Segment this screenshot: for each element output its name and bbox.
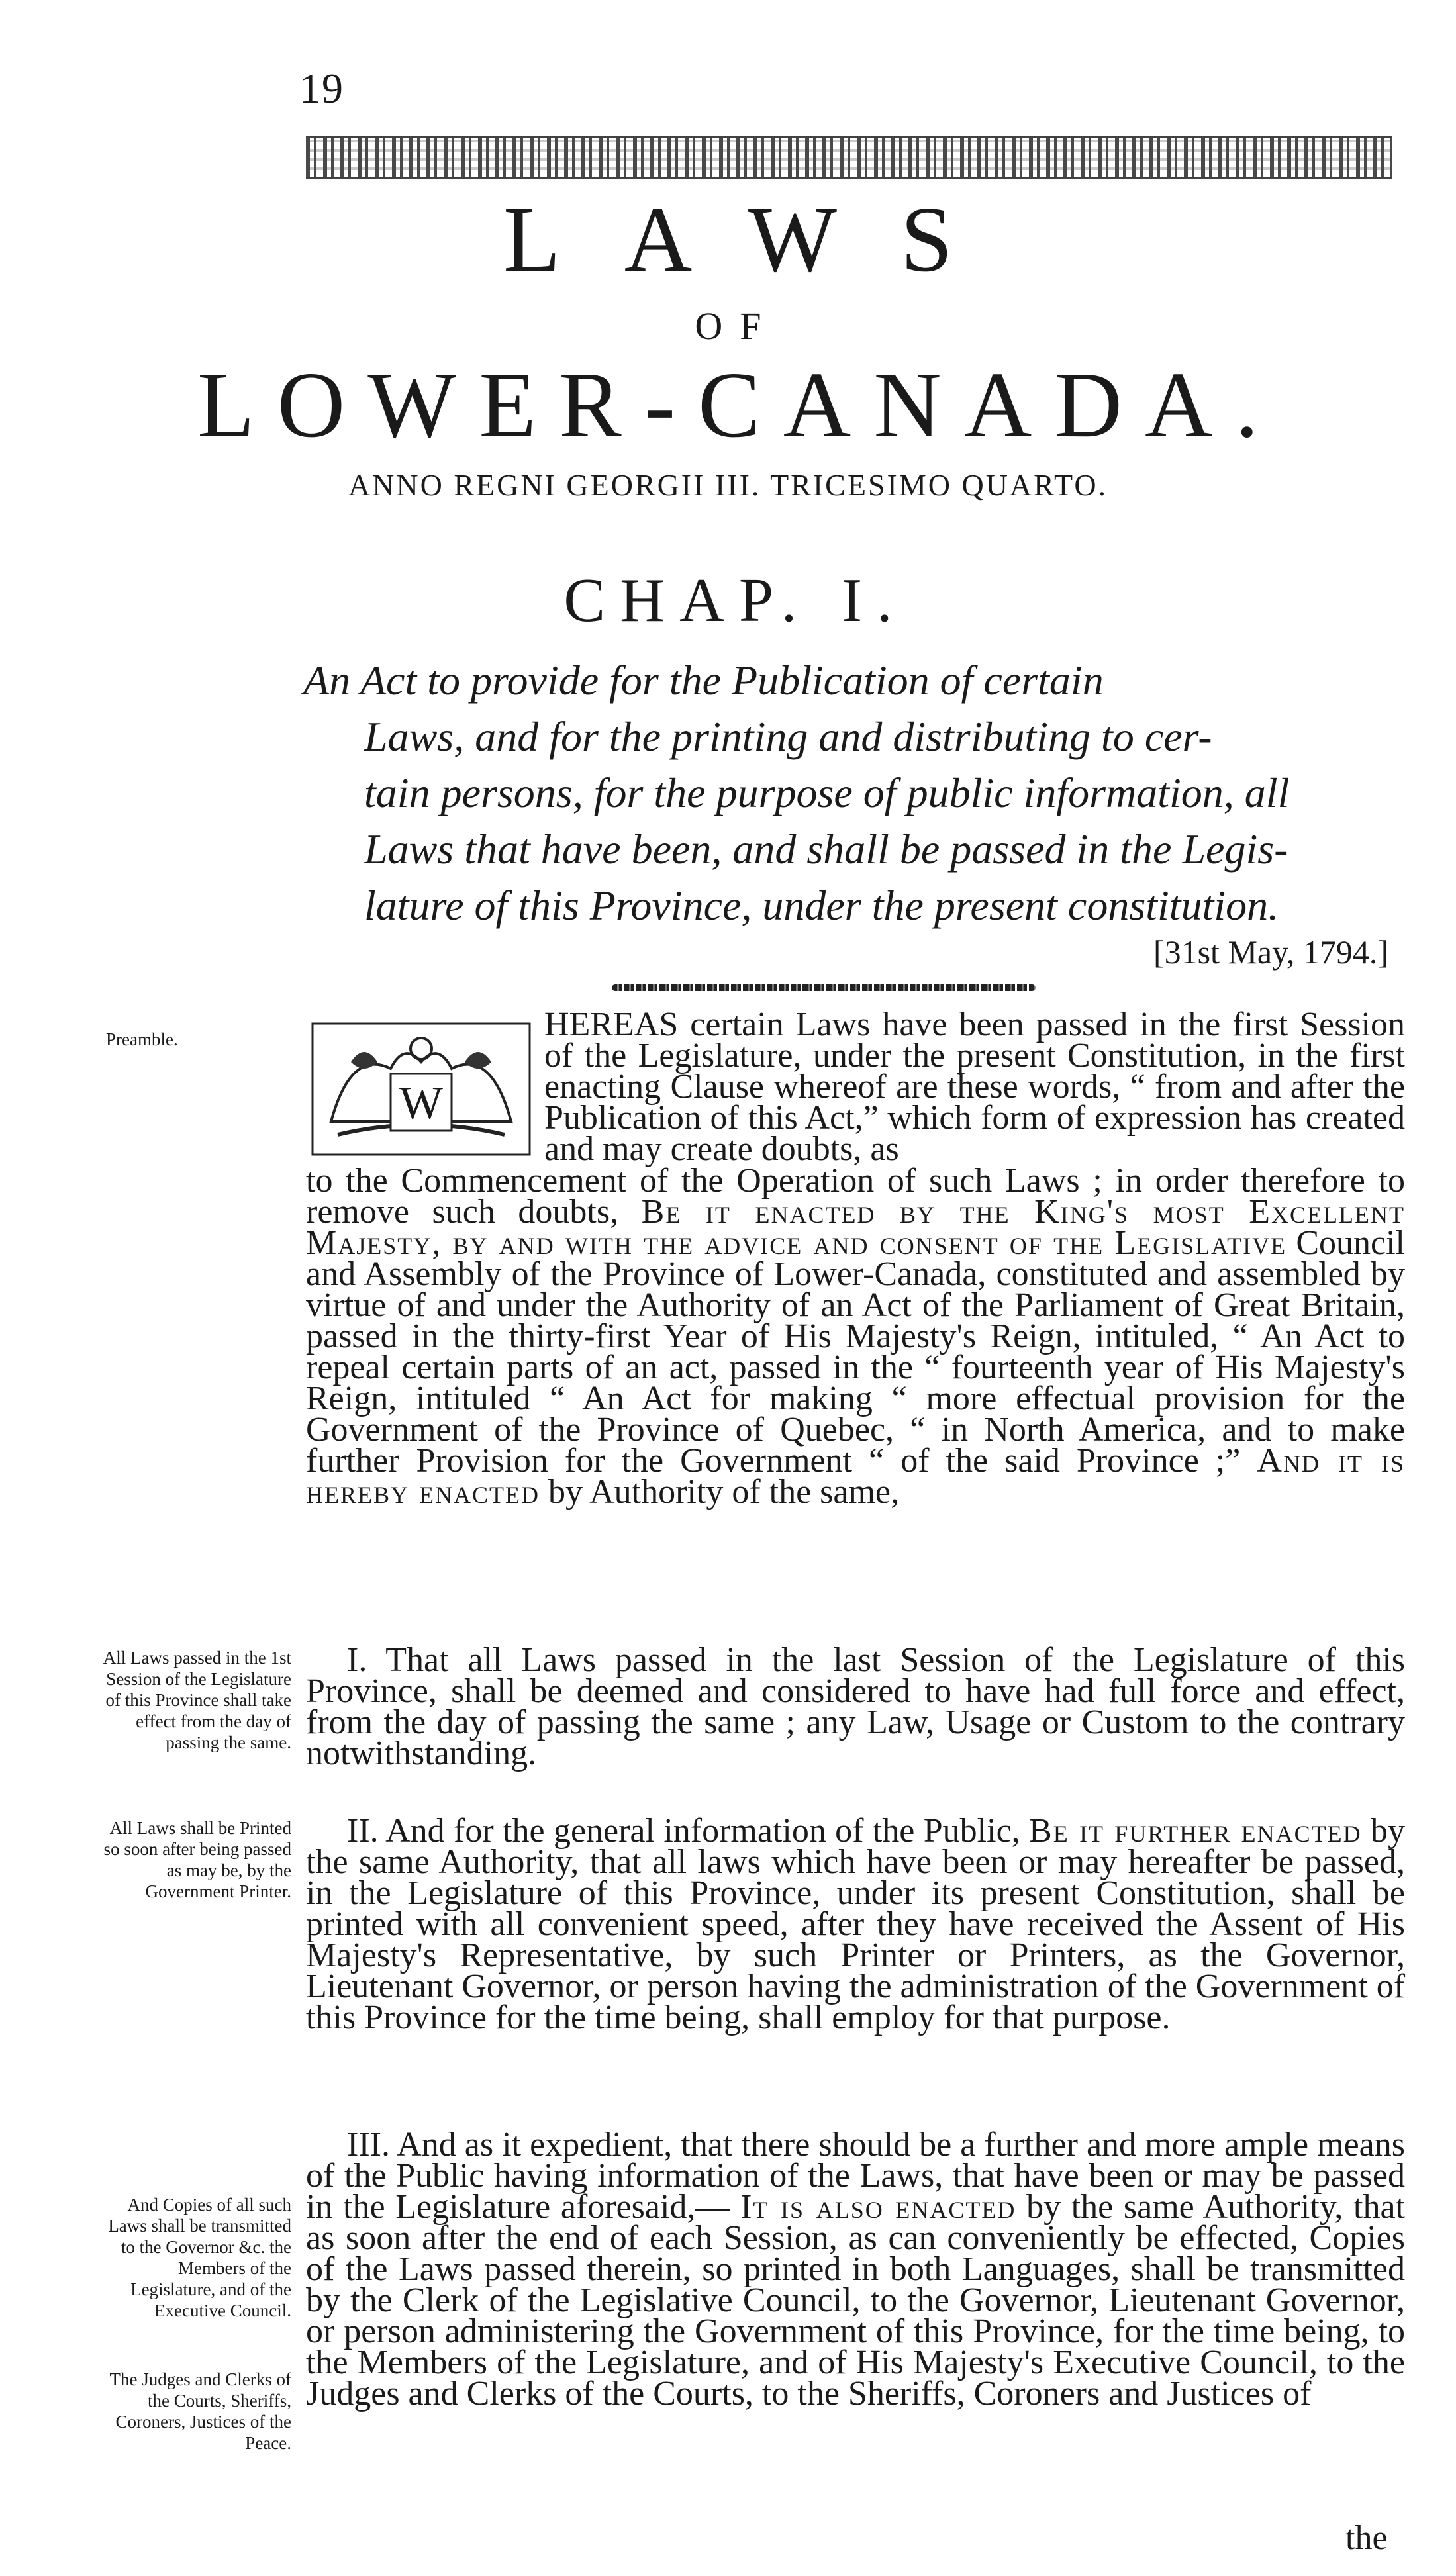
royal-arms-drop-cap: [311, 1022, 531, 1156]
anno-regni-line: ANNO REGNI GEORGII III. TRICESIMO QUARTO.: [348, 468, 1108, 502]
act-date: [31st May, 1794.]: [1153, 933, 1388, 971]
preamble-text: to the Commencement of the Operation of such Laws ; in order therefore to remove such doubts,: [306, 1162, 1405, 1231]
section-text: II. And for the general information of the Public,: [347, 1812, 1020, 1850]
preamble-text: Council and Assembly of the Province of Lower-Canada, constituted and assembled by virtue of and under the Authority of an Act of the Parliament of Great Britain, passed in the thirty-first Year of His Majesty's Reign, intituled, “ An Act to repeal certain parts of an act, passed in the “ fourteenth year of His Majesty's Reign, intituled “ An Act for making “ more effectual provision for the Government of the Province of Quebec, “ in North America, and to make further Provision for the Government “ of the said Province ;”: [306, 1224, 1406, 1480]
act-title-line: An Act to provide for the Publication of certain: [303, 657, 1104, 704]
act-title-line: Laws, and for the printing and distributing to cer-: [364, 713, 1212, 760]
preamble-opening: HEREAS certain Laws have been passed in the first Session of the Legislature, under the present Constitution, in the first enacting Clause whereof are these words, “ from and after the Publication of this Act,” which form of expression has created and may create doubts, as: [544, 1006, 1405, 1168]
section-1-paragraph: I. That all Laws passed in the last Session of the Legislature of this Province, shall be deemed and considered to have had full force and effect, from the day of passing the same ; any Law, Usage or Custom to the contrary notwithstanding.: [306, 1641, 1405, 1772]
enacting-clause: Be it further enacted: [1029, 1812, 1362, 1850]
margin-note-preamble: Preamble.: [106, 1029, 178, 1049]
section-text: by the same Authority, that as soon after the end of each Session, as can conveniently be effected, Copies of the Laws passed therein, so printed in both Languages, shall be transmitted by the Clerk of the Legislative Council, to the Governor, Lieutenant Governor, or person administering the Government of this Province, for the time being, to the Members of the Legislature, and of His Majesty's Executive Council, to the Judges and Clerks of the Courts, to the Sheriffs, Coroners and Justices of: [306, 2188, 1406, 2412]
header-ornament-band: [306, 136, 1392, 179]
act-title-line: Laws that have been, and shall be passed in the Legis-: [364, 826, 1288, 873]
section-text: by the same Authority, that all laws which have been or may hereafter be passed, in the Legislature of this Province, under its present Constitution, shall be printed with all convenient speed, after they have received the Assent of His Majesty's Representative, by such Printer or Printers, as the Governor, Lieutenant Governor, or person having the administration of the Government of this Province for the time being, shall employ for that purpose.: [306, 1812, 1406, 2036]
title-of: OF: [695, 305, 779, 348]
act-title: [303, 652, 1396, 933]
section-3-paragraph: [306, 2126, 1406, 2412]
margin-note-section-3: And Copies of all such Laws shall be transmitted to the Governor &c. the Members of the Legislature, and of the Executive Council.: [108, 2195, 291, 2320]
act-title-line: tain persons, for the purpose of public information, all: [364, 769, 1290, 816]
section-2-paragraph: [306, 1812, 1406, 2036]
margin-note-judges: The Judges and Clerks of the Courts, Sheriffs, Coroners, Justices of the Peace.: [109, 2369, 291, 2453]
drop-cap-letter: W: [399, 1078, 444, 1129]
preamble-text: by Authority of the same,: [548, 1473, 900, 1511]
enacting-clause: Be it enacted by the King's most Excellent Majesty, by and with the advice and consent of the Legislative: [306, 1193, 1405, 1262]
section-text: III. And as it expedient, that there should be a further and more ample means of the Public having information of the Laws, that have been or may be passed in the Legislature aforesaid,—: [306, 2126, 1405, 2226]
margin-note-section-1: All Laws passed in the 1st Session of the Legislature of this Province shall take effect from the day of passing the same.: [103, 1648, 291, 1752]
catchword: the: [1345, 2519, 1388, 2557]
act-title-line: lature of this Province, under the present constitution.: [364, 882, 1279, 929]
enacting-clause: It is also enacted: [740, 2188, 1016, 2226]
enacting-clause: And it is hereby enacted: [306, 1442, 1405, 1511]
ornamental-rule: [612, 984, 1036, 991]
preamble-continuation: [306, 1162, 1406, 1511]
title-laws: LAWS: [503, 187, 1016, 291]
chapter-heading: CHAP. I.: [563, 566, 907, 635]
margin-note-section-2: All Laws shall be Printed so soon after being passed as may be, by the Government Printer.: [103, 1818, 291, 1901]
title-lower-canada: LOWER-CANADA.: [197, 352, 1281, 457]
page-number: 19: [299, 65, 344, 112]
